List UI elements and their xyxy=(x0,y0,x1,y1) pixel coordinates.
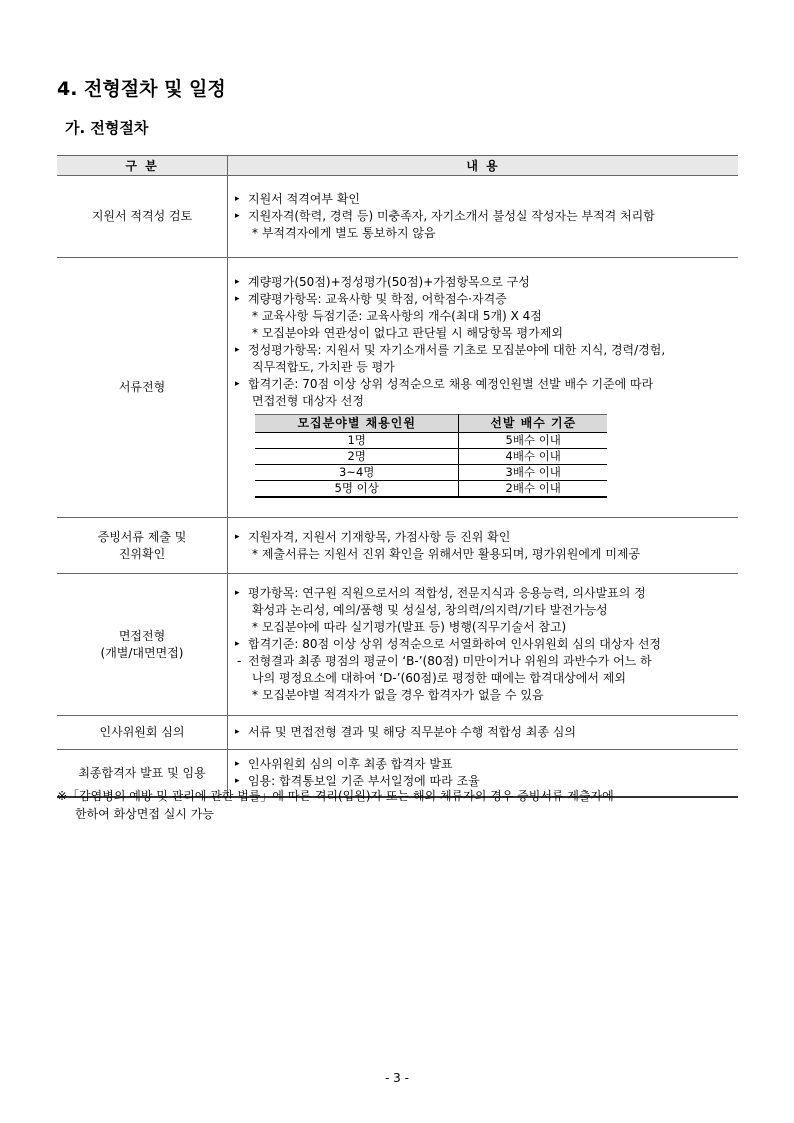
content-line: ▸ 서류 및 면접전형 결과 및 해당 직무분야 수행 적합성 최종 심의 xyxy=(234,724,732,741)
subtable-row xyxy=(255,464,607,480)
note-line: * 모집분야에 따라 실기평가(발표 등) 병행(직무기술서 참고) xyxy=(252,620,567,634)
row-content xyxy=(228,176,739,258)
table-row xyxy=(57,574,738,716)
subtable-row xyxy=(255,480,607,497)
subsection-heading: 가. 전형절차 xyxy=(65,119,149,137)
subtable-header: 선발 배수 기준 xyxy=(459,414,607,432)
content-line: ▸ 지원자격, 지원서 기재항목, 가점사항 등 진위 확인 xyxy=(234,529,732,546)
footnote-line-2: 한하여 화상면접 실시 가능 xyxy=(75,807,214,821)
subtable-cell: 5배수 이내 xyxy=(459,432,607,448)
category-line: 인사위원회 심의 xyxy=(99,725,185,739)
row-content xyxy=(228,258,739,518)
footnote-line-1: ※「감염병의 예방 및 관리에 관한 법률」에 따른 격리(입원)자 또는 해외 체류자의 경우 증빙서류 제출자에 xyxy=(57,789,614,803)
subtable-row xyxy=(255,432,607,448)
subtable-cell: 3배수 이내 xyxy=(459,464,607,480)
content-line: ▸ 계량평가(50점)+정성평가(50점)+가점항목으로 구성 xyxy=(234,274,732,291)
category-line: 서류전형 xyxy=(118,380,166,394)
header-category: 구 분 xyxy=(57,156,228,176)
table-body xyxy=(57,176,738,798)
subtable-cell: 1명 xyxy=(255,432,459,448)
row-category xyxy=(57,716,228,750)
content-line: ▸ 합격기준: 70점 이상 상위 성적순으로 채용 예정인원별 선발 배수 기준에 따라 xyxy=(234,376,732,393)
content-line: 직무적합도, 가치관 등 평가 xyxy=(252,359,395,374)
content-line: ▸ 인사위원회 심의 이후 최종 합격자 발표 xyxy=(234,756,732,773)
content-line: ▸ 합격기준: 80점 이상 상위 성적순으로 서열화하여 인사위원회 심의 대상자 선정 xyxy=(234,636,732,653)
note-line: * 모집분야별 적격자가 없을 경우 합격자가 없을 수 있음 xyxy=(252,688,544,702)
content-line: 확성과 논리성, 예의/품행 및 성실성, 창의력/의지력/기타 발전가능성 xyxy=(252,603,608,617)
content-line: ▸ 정성평가항목: 지원서 및 자기소개서를 기초로 모집분야에 대한 지식, 경력/경험, xyxy=(234,342,732,359)
content-line: ▸ 평가항목: 연구원 직원으로서의 적합성, 전문지식과 응용능력, 의사발표의 정 xyxy=(234,585,732,602)
content-line: ▸ 지원서 적격여부 확인 xyxy=(234,191,732,208)
content-line: 면접전형 대상자 선정 xyxy=(252,393,364,408)
row-category xyxy=(57,176,228,258)
header-content: 내 용 xyxy=(228,156,739,176)
content-line: ▸ 계량평가항목: 교육사항 및 학점, 어학점수·자격증 xyxy=(234,291,732,308)
content-line: ▸ 지원자격(학력, 경력 등) 미충족자, 자기소개서 불성실 작성자는 부적격 처리함 xyxy=(234,208,732,225)
subtable-cell: 2명 xyxy=(255,448,459,464)
section-heading: 4. 전형절차 및 일정 xyxy=(57,78,226,100)
category-line: 지원서 적격성 검토 xyxy=(91,209,193,223)
category-line: 최종합격자 발표 및 임용 xyxy=(78,765,206,780)
subtable-cell: 5명 이상 xyxy=(255,480,459,497)
row-category xyxy=(57,574,228,716)
row-category xyxy=(57,258,228,518)
note-line: * 부적격자에게 별도 통보하지 않음 xyxy=(252,226,436,240)
footnote xyxy=(57,787,737,823)
table-row xyxy=(57,518,738,574)
procedure-table xyxy=(57,155,738,798)
content-line: 나의 평정요소에 대하여 ‘D-’(60점)로 평정한 때에는 합격대상에서 제외 xyxy=(252,671,626,685)
subtable-cell: 4배수 이내 xyxy=(459,448,607,464)
category-line: 증빙서류 제출 및 xyxy=(97,529,187,544)
note-line: * 제출서류는 지원서 진위 확인을 위해서만 활용되며, 평가위원에게 미제공 xyxy=(252,546,641,561)
category-line: 면접전형 xyxy=(118,628,166,643)
row-content xyxy=(228,716,739,750)
table-row xyxy=(57,258,738,518)
category-line: 진위확인 xyxy=(118,546,166,561)
subtable-header: 모집분야별 채용인원 xyxy=(255,414,459,432)
content-line: ▸ 임용: 합격통보일 기준 부서일정에 따라 조율 xyxy=(234,773,732,790)
note-line: * 모집분야와 연관성이 없다고 판단될 시 해당항목 평가제외 xyxy=(252,325,563,340)
table-row xyxy=(57,716,738,750)
subtable-header-row xyxy=(255,414,607,432)
row-content xyxy=(228,518,739,574)
row-content xyxy=(228,574,739,716)
category-line: (개별/대면면접) xyxy=(100,645,184,660)
row-category xyxy=(57,518,228,574)
page-number: - 3 - xyxy=(385,1071,409,1085)
table-row xyxy=(57,176,738,258)
table-header-row xyxy=(57,156,738,176)
subtable-row xyxy=(255,448,607,464)
note-line: * 교육사항 득점기준: 교육사항의 개수(최대 5개) X 4점 xyxy=(252,308,542,323)
selection-ratio-table xyxy=(255,414,607,498)
subtable-cell: 3~4명 xyxy=(255,464,459,480)
content-line: - 전형결과 최종 평점의 평균이 ‘B-’(80점) 미만이거나 위원의 과반수가 어느 하 xyxy=(234,653,732,670)
subtable-cell: 2배수 이내 xyxy=(459,480,607,497)
